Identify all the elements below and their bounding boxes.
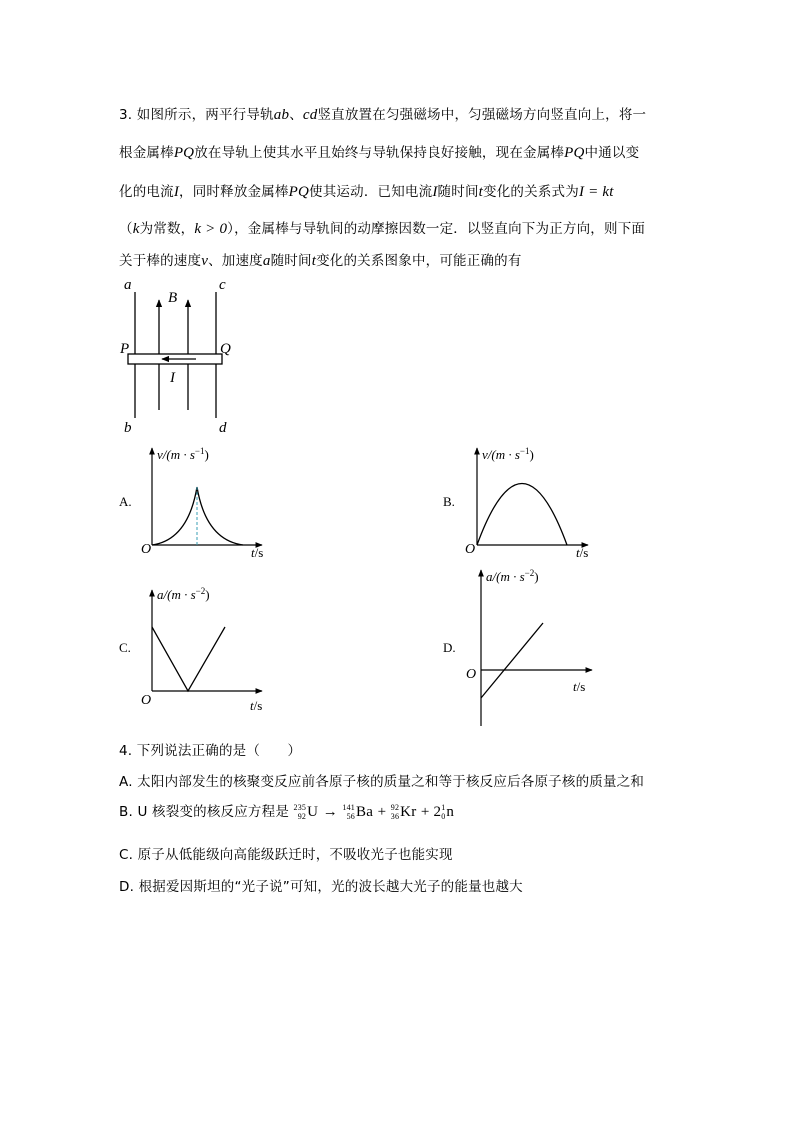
graph-a-fall-curve bbox=[197, 487, 243, 545]
graph-a bbox=[141, 446, 263, 560]
var-i: I bbox=[173, 184, 180, 200]
graph-c-ylabel: $a/(m \cdot s^{-2})$ bbox=[157, 586, 210, 602]
q3-text: 变化的关系图象中，可能正确的有 bbox=[316, 253, 522, 269]
var-k-condition: k > 0 bbox=[194, 221, 228, 237]
equation-i-kt: I = kt bbox=[578, 184, 614, 200]
label-d: d bbox=[219, 420, 227, 436]
graph-c-origin: O bbox=[141, 693, 152, 708]
q3-text: 中通以变 bbox=[584, 145, 640, 161]
option-b-label: B. bbox=[443, 494, 455, 509]
graph-a-origin: O bbox=[141, 542, 152, 557]
graph-b-origin: O bbox=[465, 542, 476, 557]
q4-option-c: C. 原子从低能级向高能级跃迁时，不吸收光子也能实现 bbox=[119, 847, 453, 863]
var-k: k bbox=[132, 221, 140, 237]
graph-b-xlabel: t/s bbox=[576, 545, 589, 560]
var-t: t bbox=[311, 253, 317, 269]
graph-b-ylabel: $v/(m \cdot s^{-1})$ bbox=[482, 446, 534, 462]
q4-stem: 4. 下列说法正确的是（ ） bbox=[119, 743, 302, 759]
ba-nuclide-indices: 141 56 bbox=[342, 803, 355, 821]
plus-sign: + bbox=[377, 804, 387, 820]
graph-c bbox=[141, 586, 262, 713]
q3-text: 使其运动．已知电流 bbox=[309, 184, 433, 200]
q3-text: 放在导轨上使其水平且始终与导轨保持良好接触，现在金属棒 bbox=[194, 145, 565, 161]
reaction-arrow: → bbox=[322, 804, 338, 820]
var-cd: cd bbox=[302, 107, 318, 123]
q3-text: 3. 如图所示，两平行导轨 bbox=[119, 107, 274, 123]
label-a: a bbox=[124, 277, 132, 293]
var-i: I bbox=[432, 184, 438, 200]
q3-text: 关于棒的速度 bbox=[119, 253, 202, 269]
q3-text: ，同时释放金属棒 bbox=[179, 184, 289, 200]
u-nuclide-indices: 235 92 bbox=[293, 803, 307, 821]
q4-option-a: A. 太阳内部发生的核聚变反应前各原子核的质量之和等于核反应后各原子核的质量之和 bbox=[119, 774, 645, 790]
label-current-i: I bbox=[170, 370, 175, 386]
q4-option-b bbox=[119, 800, 454, 821]
q3-text: 随时间 bbox=[270, 253, 312, 269]
q3-text: 为常数， bbox=[139, 221, 195, 237]
label-field-b: B bbox=[168, 290, 178, 306]
q3-text: 根金属棒 bbox=[119, 145, 174, 161]
graph-b bbox=[465, 446, 588, 560]
q3-text: 竖直放置在匀强磁场中，匀强磁场方向竖直向上，将一 bbox=[317, 107, 647, 123]
graph-d-ylabel: $a/(m \cdot s^{-2})$ bbox=[486, 568, 539, 584]
label-p: P bbox=[120, 341, 130, 357]
label-q: Q bbox=[220, 341, 231, 357]
q3-text: （ bbox=[119, 221, 133, 237]
var-a: a bbox=[262, 253, 271, 269]
graph-b-parabola bbox=[477, 484, 567, 546]
option-a-label: A. bbox=[119, 494, 132, 509]
var-pq: PQ bbox=[564, 145, 585, 161]
var-pq: PQ bbox=[288, 184, 310, 200]
graph-d-line bbox=[481, 623, 543, 698]
var-ab: ab bbox=[273, 107, 290, 123]
graph-d bbox=[466, 568, 592, 726]
graph-a-xlabel: t/s bbox=[251, 545, 264, 560]
label-c: c bbox=[219, 277, 226, 293]
graph-a-rise-curve bbox=[152, 487, 197, 545]
rail-diagram bbox=[128, 292, 222, 418]
kr-nuclide-indices: 92 36 bbox=[390, 803, 400, 821]
q3-text: 变化的关系式为 bbox=[483, 184, 579, 200]
graph-c-v-line bbox=[152, 627, 225, 691]
q3-text: 、加速度 bbox=[208, 253, 263, 269]
var-v: v bbox=[201, 253, 209, 269]
u-symbol: U bbox=[307, 804, 319, 820]
option-d-label: D. bbox=[443, 640, 456, 655]
q3-text: ），金属棒与导轨间的动摩擦因数一定．以竖直向下为正方向，则下面 bbox=[227, 221, 646, 237]
graph-c-xlabel: t/s bbox=[250, 698, 263, 713]
neutron-symbol: n bbox=[446, 804, 455, 820]
q4-option-d: D. 根据爱因斯坦的“光子说”可知，光的波长越大光子的能量也越大 bbox=[119, 879, 523, 895]
label-b: b bbox=[124, 420, 132, 436]
q3-text: 、 bbox=[289, 107, 303, 123]
ba-symbol: Ba bbox=[356, 804, 374, 820]
n-nuclide-indices: 1 0 bbox=[441, 803, 446, 821]
var-t: t bbox=[478, 184, 484, 200]
q3-text: 随时间 bbox=[437, 184, 479, 200]
option-c-label: C. bbox=[119, 640, 131, 655]
graph-d-xlabel: t/s bbox=[573, 679, 586, 694]
var-pq: PQ bbox=[173, 145, 195, 161]
graph-d-origin: O bbox=[466, 667, 477, 682]
plus-two: + 2 bbox=[420, 804, 442, 820]
graph-a-ylabel: $v/(m \cdot s^{-1})$ bbox=[157, 446, 209, 462]
q3-text: 化的电流 bbox=[119, 184, 174, 200]
q4-option-b-text: B. U 核裂变的核反应方程是 bbox=[119, 804, 290, 820]
kr-symbol: Kr bbox=[400, 804, 417, 820]
